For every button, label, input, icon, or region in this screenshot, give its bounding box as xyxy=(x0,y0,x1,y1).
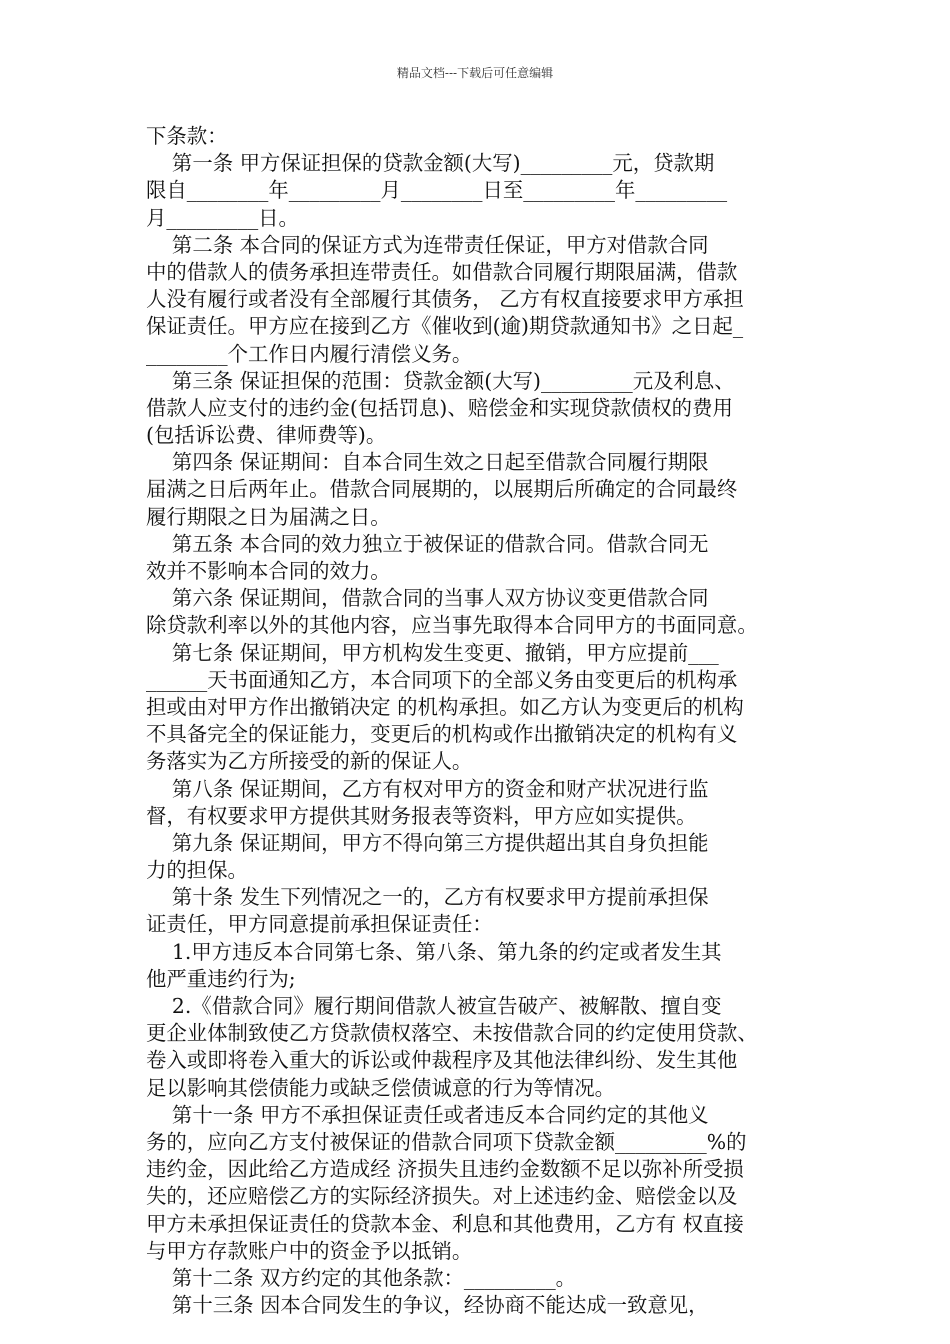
text-line: 第十条 发生下列情况之一的，乙方有权要求甲方提前承担保 xyxy=(146,885,709,910)
text-line: 证责任，甲方同意提前承担保证责任： xyxy=(146,912,493,937)
text-line: ________个工作日内履行清偿义务。 xyxy=(146,341,473,366)
text-line: 除贷款利率以外的其他内容，应当事先取得本合同甲方的书面同意。 xyxy=(146,613,758,638)
text-line: 卷入或即将卷入重大的诉讼或仲裁程序及其他法律纠纷、发生其他 xyxy=(146,1048,738,1073)
text-line: 违约金，因此给乙方造成经 济损失且违约金数额不足以弥补所受损 xyxy=(146,1157,744,1182)
text-line: 月_________日。 xyxy=(146,205,299,230)
text-line: 效并不影响本合同的效力。 xyxy=(146,559,391,583)
text-line: 第九条 保证期间，甲方不得向第三方提供超出其自身负担能 xyxy=(146,830,709,855)
text-line: 履行期限之日为届满之日。 xyxy=(146,504,391,529)
text-line: 第三条 保证担保的范围：贷款金额(大写)_________元及利息、 xyxy=(146,368,735,393)
text-line: 第五条 本合同的效力独立于被保证的借款合同。借款合同无 xyxy=(146,531,709,556)
text-line: 第一条 甲方保证担保的贷款金额(大写)_________元，贷款期 xyxy=(146,151,715,176)
text-line: 更企业体制致使乙方贷款债权落空、未按借款合同的约定使用贷款、 xyxy=(146,1021,758,1046)
text-line: 第十三条 因本合同发生的争议，经协商不能达成一致意见， xyxy=(146,1293,709,1318)
text-line: 1.甲方违反本合同第七条、第八条、第九条的约定或者发生其 xyxy=(146,939,722,964)
text-line: 届满之日后两年止。借款合同展期的，以展期后所确定的合同最终 xyxy=(146,477,738,502)
text-line: 甲方未承担保证责任的贷款本金、利息和其他费用，乙方有 权直接 xyxy=(146,1211,744,1236)
page-header: 精品文档---下载后可任意编辑 xyxy=(396,66,554,80)
text-line: 第二条 本合同的保证方式为连带责任保证，甲方对借款合同 xyxy=(146,232,709,257)
text-line: 第十二条 双方约定的其他条款：_________。 xyxy=(146,1265,577,1290)
text-line: 不具备完全的保证能力，变更后的机构或作出撤销决定的机构有义 xyxy=(146,722,738,747)
text-line: 保证责任。甲方应在接到乙方《催收到(逾)期贷款通知书》之日起_ xyxy=(146,314,744,339)
text-line: 他严重违约行为; xyxy=(146,966,296,991)
text-line: 失的，还应赔偿乙方的实际经济损失。对上述违约金、赔偿金以及 xyxy=(146,1184,738,1209)
text-line: ______天书面通知乙方，本合同项下的全部义务由变更后的机构承 xyxy=(146,667,738,692)
text-line: 下条款： xyxy=(146,124,228,148)
text-line: 中的借款人的债务承担连带责任。如借款合同履行期限届满，借款 xyxy=(146,259,738,284)
text-line: 人没有履行或者没有全部履行其债务， 乙方有权直接要求甲方承担 xyxy=(146,287,744,312)
text-line: (包括诉讼费、律师费等)。 xyxy=(146,423,387,448)
text-line: 第六条 保证期间，借款合同的当事人双方协议变更借款合同 xyxy=(146,586,709,611)
text-line: 限自________年_________月________日至_________年_________ xyxy=(146,178,728,203)
contract-body xyxy=(146,123,811,1319)
text-line: 担或由对甲方作出撤销决定 的机构承担。如乙方认为变更后的机构 xyxy=(146,694,744,719)
text-line: 务的，应向乙方支付被保证的借款合同项下贷款金额_________%的 xyxy=(146,1129,747,1154)
text-line: 力的担保。 xyxy=(146,858,248,883)
text-line: 与甲方存款账户中的资金予以抵销。 xyxy=(146,1238,473,1263)
text-line: 借款人应支付的违约金(包括罚息)、赔偿金和实现贷款债权的费用 xyxy=(146,395,733,420)
text-line: 第七条 保证期间，甲方机构发生变更、撤销，甲方应提前___ xyxy=(146,640,719,665)
text-line: 督，有权要求甲方提供其财务报表等资料，甲方应如实提供。 xyxy=(146,803,697,828)
text-line: 足以影响其偿债能力或缺乏偿债诚意的行为等情况。 xyxy=(146,1075,615,1100)
text-line: 2.《借款合同》履行期间借款人被宣告破产、被解散、擅自变 xyxy=(146,994,722,1018)
text-line: 务落实为乙方所接受的新的保证人。 xyxy=(146,749,473,774)
text-line: 第四条 保证期间：自本合同生效之日起至借款合同履行期限 xyxy=(146,450,709,475)
text-line: 第十一条 甲方不承担保证责任或者违反本合同约定的其他义 xyxy=(146,1102,709,1127)
text-line: 第八条 保证期间，乙方有权对甲方的资金和财产状况进行监 xyxy=(146,776,709,801)
